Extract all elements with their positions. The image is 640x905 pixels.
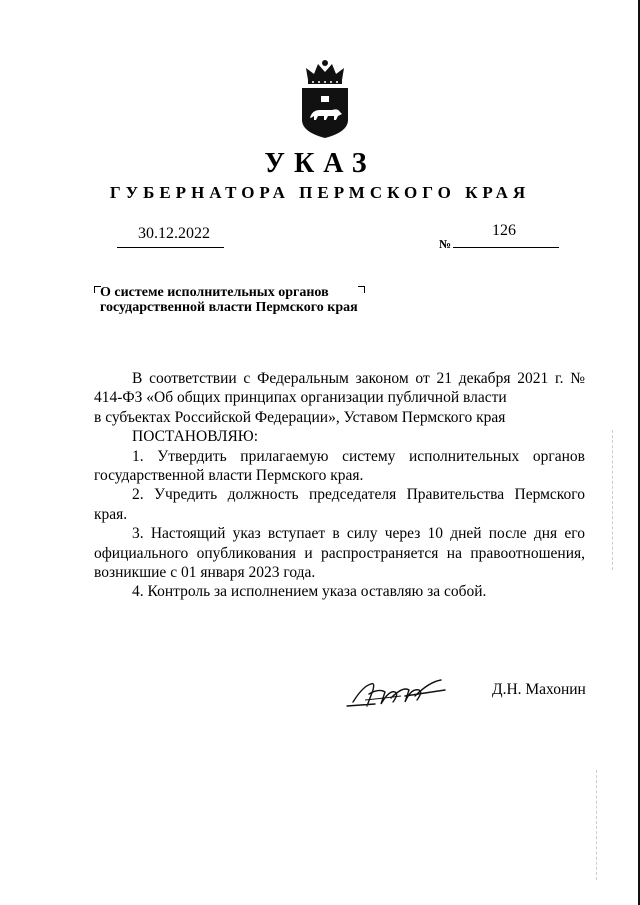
- decree-number: 126: [492, 222, 516, 239]
- signer-name: Д.Н. Махонин: [492, 681, 586, 698]
- preamble-part-1: В соответствии с Федеральным законом от 21 декабря 2021 г. № 414-ФЗ «Об общих принципах организации публичной власти: [94, 370, 585, 407]
- handwritten-signature-icon: [345, 676, 449, 710]
- scan-artifact: [596, 770, 597, 880]
- preamble-part-2: в субъектах Российской Федерации», Уставом Пермского края: [94, 408, 506, 426]
- item-3: 3. Настоящий указ вступает в силу через 10 дней после дня его официального опубликования и распространяется на правоотношения, возникшие с 01 января 2023 года.: [94, 525, 585, 582]
- item-4: 4. Контроль за исполнением указа оставляю за собой.: [132, 583, 487, 601]
- decree-date: 30.12.2022: [138, 225, 210, 242]
- subject-bracket-right: [358, 286, 365, 293]
- item-2: 2. Учредить должность председателя Правительства Пермского края.: [94, 486, 585, 523]
- date-underline: [117, 247, 224, 248]
- document-subtitle: ГУБЕРНАТОРА ПЕРМСКОГО КРАЯ: [109, 183, 531, 202]
- decree-body: [94, 369, 585, 602]
- number-sign: №: [439, 237, 452, 251]
- decree-word: ПОСТАНОВЛЯЮ:: [132, 428, 259, 446]
- subject-line-2: государственной власти Пермского края: [100, 300, 358, 315]
- number-underline: [453, 247, 559, 248]
- document-title: УКАЗ: [264, 148, 376, 179]
- item-1: 1. Утвердить прилагаемую систему исполнительных органов государственной власти Пермского края.: [94, 447, 585, 485]
- decree-subject: [100, 285, 358, 315]
- subject-line-1: О системе исполнительных органов: [100, 285, 329, 300]
- perm-krai-coat-of-arms-icon: [298, 58, 352, 140]
- scan-artifact: [612, 430, 613, 570]
